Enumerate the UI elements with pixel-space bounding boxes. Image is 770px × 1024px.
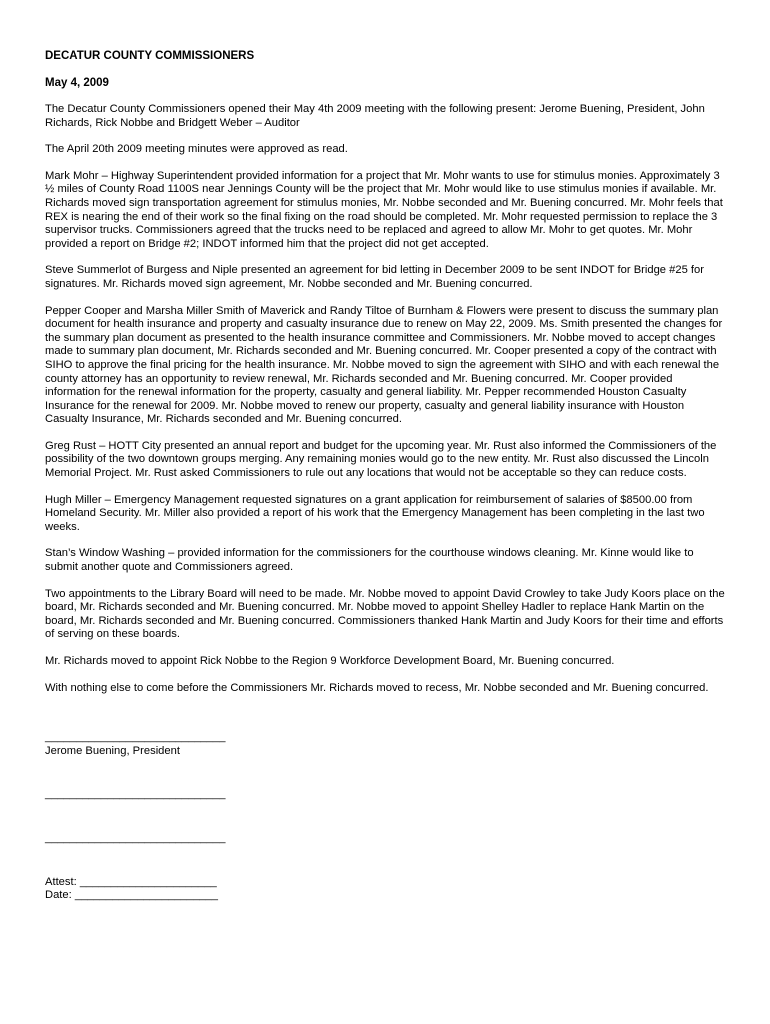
paragraph-emergency-management: Hugh Miller – Emergency Management requested signatures on a grant application for reimbursement of salaries of $8500.00 from Homeland Security. Mr. Miller also provided a report of his work that the Emergency Management has been completing in the last two weeks. <box>45 493 705 533</box>
signature-line-president: _____________________________ <box>45 731 226 744</box>
signature-block <box>45 731 725 903</box>
paragraph-attendance: The Decatur County Commissioners opened their May 4th 2009 meeting with the following present: Jerome Buening, President, John Richards, Rick Nobbe and Bridgett Weber – Auditor <box>45 103 705 129</box>
document-title: DECATUR COUNTY COMMISSIONERS <box>45 50 255 62</box>
paragraph-insurance: Pepper Cooper and Marsha Miller Smith of Maverick and Randy Tiltoe of Burnham & Flowers were present to discuss the summary plan document for health insurance and property and casualty insurance due to renew on May 22, 2009. Ms. Smith presented the changes for the summary plan document as presented to the health insurance committee and Commissioners. Mr. Nobbe moved to accept changes made to summary plan document, Mr. Richards seconded and Mr. Buening concurred. Mr. Cooper presented a copy of the contract with SIHO to approve the final pricing for the health insurance. Mr. Nobbe moved to sign the agreement with SIHO and with each renewal the county attorney has an opportunity to review renewal, Mr. Richards seconded and Mr. Buening concurred. Mr. Cooper provided information for the renewal information for the property, casualty and general liability. Mr. Pepper recommended Houston Casualty Insurance for the renewal for 2009. Mr. Nobbe moved to renew our property, casualty and general liability insurance with Houston Casualty Insurance, Mr. Richards seconded and Mr. Buening concurred. <box>45 304 723 426</box>
meeting-date: May 4, 2009 <box>45 77 109 89</box>
paragraph-hott-city: Greg Rust – HOTT City presented an annual report and budget for the upcoming year. Mr. Rust also informed the Commissioners of the possibility of the two downtown groups merging. Any remaining monies would go to the new entity. Mr. Rust also discussed the Lincoln Memorial Project. Mr. Rust asked Commissioners to rule out any locations that would not be acceptable so they can reduce costs. <box>45 439 717 480</box>
signature-line-3: _____________________________ <box>45 831 226 844</box>
paragraph-recess: With nothing else to come before the Commissioners Mr. Richards moved to recess, Mr. Nobbe seconded and Mr. Buening concurred. <box>45 681 709 694</box>
paragraph-library-board: Two appointments to the Library Board will need to be made. Mr. Nobbe moved to appoint David Crowley to take Judy Koors place on the board, Mr. Richards seconded and Mr. Buening concurred. Mr. Nobbe moved to appoint Shelley Hadler to replace Hank Martin on the board, Mr. Richards seconded and Mr. Buening concurred. Commissioners thanked Hank Martin and Judy Koors for their time and efforts of serving on these boards. <box>45 587 725 641</box>
minutes-body <box>45 103 725 695</box>
paragraph-minutes-approval: The April 20th 2009 meeting minutes were approved as read. <box>45 143 348 156</box>
president-name: Jerome Buening, President <box>45 744 180 757</box>
document-page <box>45 49 725 903</box>
paragraph-highway: Mark Mohr – Highway Superintendent provided information for a project that Mr. Mohr wants to use for stimulus monies. Approximately 3 ½ miles of County Road 1100S near Jennings County will be the project that Mr. Mohr would like to use stimulus monies if available. Mr. Richards moved sign transportation agreement for stimulus monies, Mr. Nobbe seconded and Mr. Buening concurred. Mr. Mohr feels that REX is nearing the end of their work so the final fixing on the road should be completed. Mr. Mohr requested permission to replace the 3 supervisor trucks. Commissioners agreed that the trucks need to be replaced and agreed to allow Mr. Mohr to get quotes. Mr. Mohr provided a report on Bridge #2; INDOT informed him that the project did not get accepted. <box>45 169 723 250</box>
signature-line-2: _____________________________ <box>45 788 226 801</box>
attest-line: Attest: ______________________ <box>45 875 217 888</box>
date-line: Date: _______________________ <box>45 889 218 902</box>
paragraph-bridge-25: Steve Summerlot of Burgess and Niple presented an agreement for bid letting in December 2009 to be sent INDOT for Bridge #25 for signatures. Mr. Richards moved sign agreement, Mr. Nobbe seconded and Mr. Buening concurred. <box>45 264 704 290</box>
paragraph-workforce-board: Mr. Richards moved to appoint Rick Nobbe to the Region 9 Workforce Development Board, Mr. Buening concurred. <box>45 655 615 667</box>
paragraph-window-washing: Stan’s Window Washing – provided information for the commissioners for the courthouse windows cleaning. Mr. Kinne would like to submit another quote and Commissioners agreed. <box>45 547 694 574</box>
